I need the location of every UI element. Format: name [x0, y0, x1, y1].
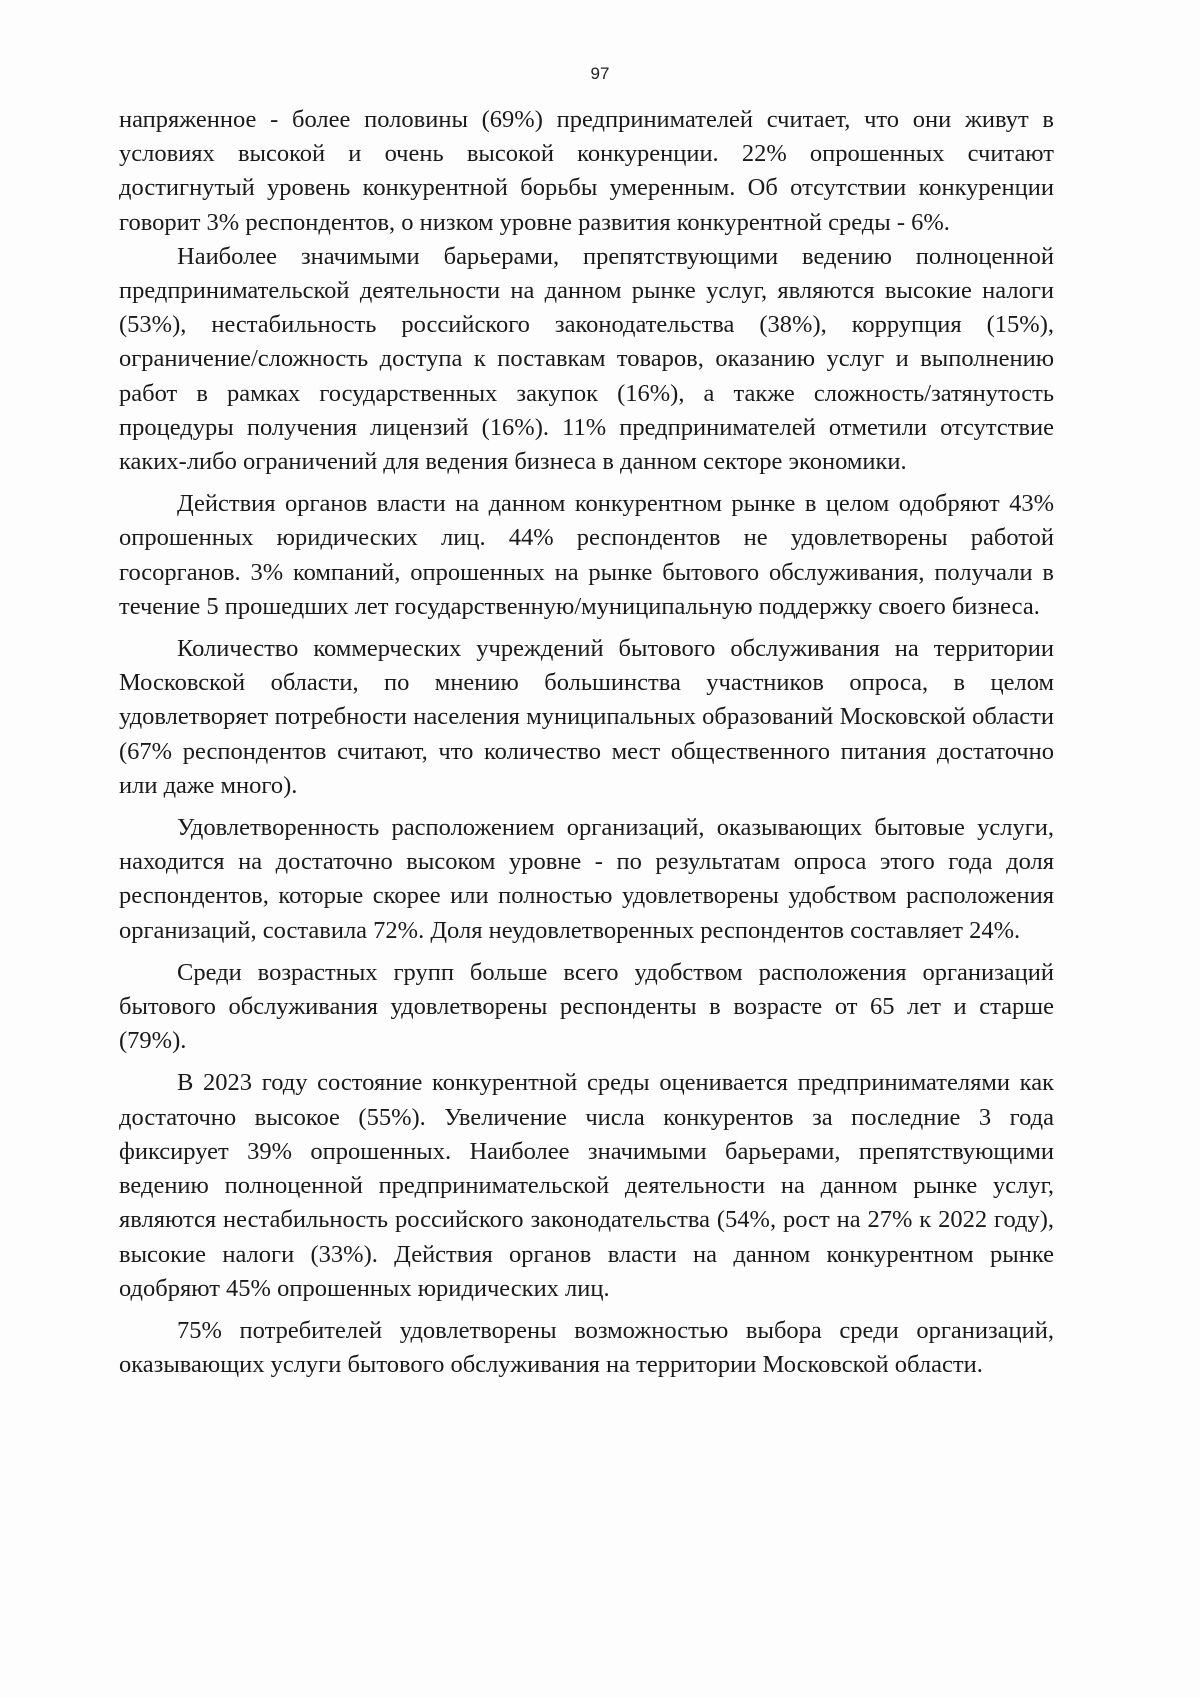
paragraph-commercial-count: Количество коммерческих учреждений бытового обслуживания на территории Московской области, по мнению большинства участников опроса, в целом удовлетворяет потребности населения муниципальных образований Московской области (67% респондентов считают, что количество мест общественного питания достаточно или даже много).	[119, 635, 1054, 799]
document-body	[119, 103, 1054, 1382]
paragraph-location-satisfaction: Удовлетворенность расположением организаций, оказывающих бытовые услуги, находится на достаточно высоком уровне - по результатам опроса этого года доля респондентов, которые скорее или полностью удовлетворены удобством расположения организаций, составила 72%. Доля неудовлетворенных респондентов составляет 24%.	[119, 814, 1054, 944]
paragraph-2023-assessment: В 2023 году состояние конкурентной среды оценивается предпринимателями как достаточно высокое (55%). Увеличение числа конкурентов за последние 3 года фиксирует 39% опрошенных. Наиболее значимыми барьерами, препятствующими ведению полноценной предпринимательской деятельности на данном рынке услуг, являются нестабильность российского законодательства (54%, рост на 27% к 2022 году), высокие налоги (33%). Действия органов власти на данном конкурентном рынке одобряют 45% опрошенных юридических лиц.	[119, 1069, 1054, 1302]
paragraph-consumer-choice: 75% потребителей удовлетворены возможностью выбора среди организаций, оказывающих услуги бытового обслуживания на территории Московской области.	[119, 1316, 1054, 1379]
paragraph-age-groups: Среди возрастных групп больше всего удобством расположения организаций бытового обслуживания удовлетворены респонденты в возрасте от 65 лет и старше (79%).	[119, 958, 1054, 1055]
paragraph-barriers: Наиболее значимыми барьерами, препятствующими ведению полноценной предпринимательской деятельности на данном рынке услуг, являются высокие налоги (53%), нестабильность российского законодательства (38%), коррупция (15%), ограничение/сложность доступа к поставкам товаров, оказанию услуг и выполнению работ в рамках государственных закупок (16%), а также сложность/затянутость процедуры получения лицензий (16%). 11% предпринимателей отметили отсутствие каких-либо ограничений для ведения бизнеса в данном секторе экономики.	[119, 242, 1054, 476]
paragraph-continuation: напряженное - более половины (69%) предпринимателей считает, что они живут в условиях высокой и очень высокой конкуренции. 22% опрошенных считают достигнутый уровень конкурентной борьбы умеренным. Об отсутствии конкуренции говорит 3% респондентов, о низком уровне развития конкурентной среды - 6%.	[119, 106, 1054, 236]
paragraph-authorities: Действия органов власти на данном конкурентном рынке в целом одобряют 43% опрошенных юридических лиц. 44% респондентов не удовлетворены работой госорганов. 3% компаний, опрошенных на рынке бытового обслуживания, получали в течение 5 прошедших лет государственную/муниципальную поддержку своего бизнеса.	[119, 490, 1054, 620]
page-number: 97	[590, 64, 610, 83]
